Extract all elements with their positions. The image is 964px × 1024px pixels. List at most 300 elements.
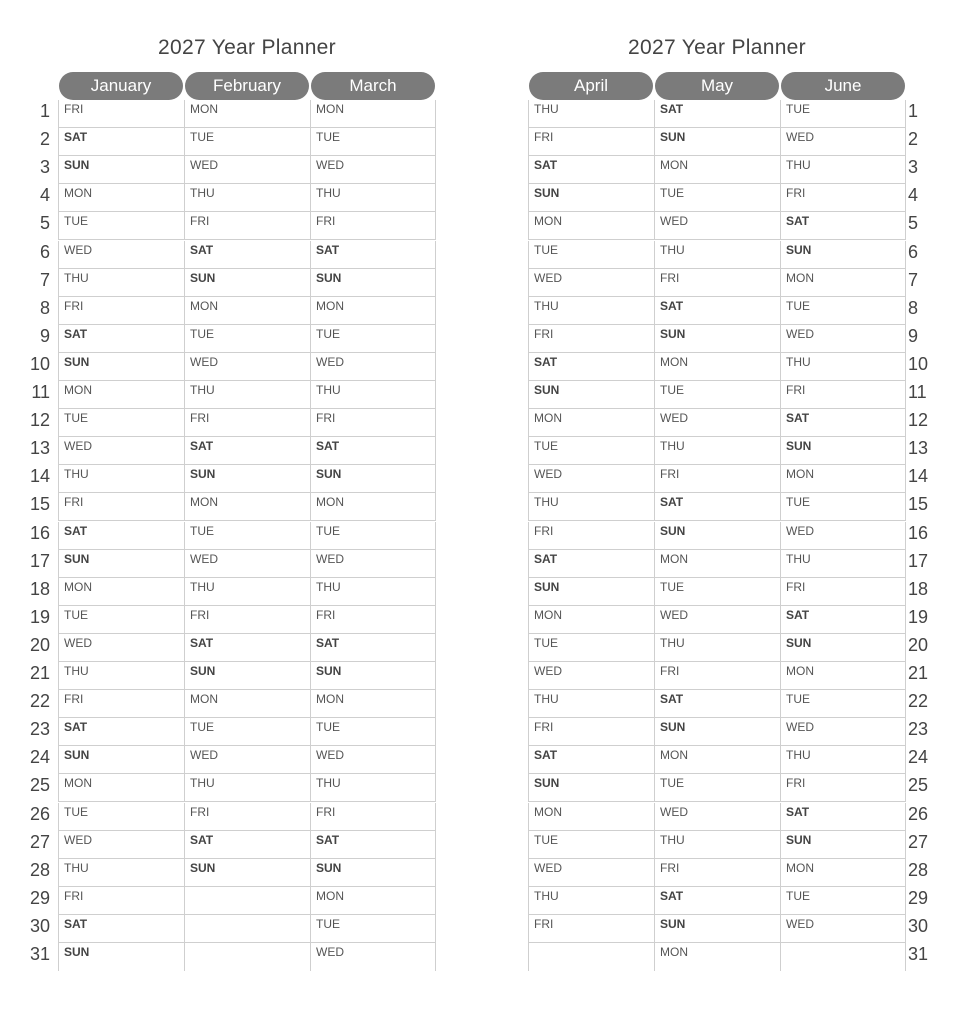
day-number: 8 — [908, 297, 919, 318]
day-cell: FRI — [654, 465, 780, 493]
day-row — [528, 381, 906, 409]
day-cell: TUE — [528, 634, 654, 662]
day-cell: WED — [58, 241, 184, 269]
day-cell: SAT — [58, 325, 184, 353]
day-row — [58, 859, 436, 887]
day-cell: WED — [780, 915, 906, 943]
day-cell: FRI — [528, 915, 654, 943]
day-cell: FRI — [654, 269, 780, 297]
day-cell: SAT — [310, 241, 436, 269]
day-cell: THU — [780, 156, 906, 184]
day-cell: MON — [528, 606, 654, 634]
day-cell: SUN — [654, 325, 780, 353]
day-row — [58, 409, 436, 437]
day-cell: TUE — [780, 100, 906, 128]
day-cell: THU — [58, 465, 184, 493]
day-number: 19 — [908, 606, 929, 627]
day-row — [528, 774, 906, 802]
day-row — [528, 241, 906, 269]
day-number: 29 — [908, 887, 929, 908]
day-number: 30 — [908, 915, 929, 936]
day-number: 23 — [29, 719, 50, 740]
day-cell: TUE — [184, 522, 310, 550]
day-cell: MON — [310, 297, 436, 325]
day-row — [58, 690, 436, 718]
day-cell: SUN — [184, 269, 310, 297]
day-cell: MON — [780, 859, 906, 887]
day-cell: FRI — [780, 184, 906, 212]
day-number: 31 — [908, 944, 929, 964]
day-cell: SUN — [184, 662, 310, 690]
day-row — [528, 212, 906, 240]
day-number: 15 — [29, 494, 50, 515]
day-number: 30 — [29, 915, 50, 936]
day-number: 20 — [908, 634, 929, 655]
day-cell: SAT — [184, 437, 310, 465]
day-cell: FRI — [58, 493, 184, 521]
day-number: 11 — [908, 382, 927, 402]
month-pill: May — [655, 72, 779, 100]
day-row — [528, 522, 906, 550]
day-number: 21 — [29, 663, 50, 683]
day-cell: SUN — [58, 550, 184, 578]
day-cell: SUN — [654, 915, 780, 943]
month-pill: January — [59, 72, 183, 100]
day-cell: FRI — [780, 381, 906, 409]
day-cell: MON — [654, 353, 780, 381]
day-cell: THU — [184, 184, 310, 212]
day-cell: WED — [654, 212, 780, 240]
day-cell: FRI — [184, 409, 310, 437]
day-cell: FRI — [310, 212, 436, 240]
day-cell: MON — [654, 746, 780, 774]
day-cell: SAT — [184, 634, 310, 662]
day-number: 9 — [39, 325, 50, 346]
day-cell: TUE — [780, 887, 906, 915]
month-pill: April — [529, 72, 653, 100]
day-number: 9 — [908, 325, 919, 346]
day-cell: SUN — [184, 859, 310, 887]
day-cell: TUE — [528, 831, 654, 859]
day-cell: MON — [654, 550, 780, 578]
day-cell: WED — [310, 550, 436, 578]
day-cell: MON — [58, 774, 184, 802]
panel-title: 2027 Year Planner — [158, 36, 336, 59]
day-cell: MON — [654, 156, 780, 184]
day-number: 27 — [908, 831, 929, 852]
day-number: 13 — [908, 438, 929, 459]
month-pill: June — [781, 72, 905, 100]
day-cell: SUN — [528, 774, 654, 802]
day-cell: WED — [58, 831, 184, 859]
day-row — [528, 128, 906, 156]
day-row — [58, 465, 436, 493]
day-cell: TUE — [310, 128, 436, 156]
day-cell: WED — [528, 859, 654, 887]
day-cell: SAT — [184, 241, 310, 269]
day-number: 5 — [908, 213, 919, 234]
day-cell: SAT — [654, 690, 780, 718]
day-cell: THU — [780, 353, 906, 381]
day-cell: MON — [184, 100, 310, 128]
day-number: 12 — [29, 410, 50, 431]
day-row — [58, 184, 436, 212]
day-number: 14 — [29, 466, 50, 487]
day-cell: WED — [184, 746, 310, 774]
day-cell: THU — [310, 578, 436, 606]
day-cell: WED — [310, 156, 436, 184]
day-row — [528, 803, 906, 831]
day-number: 2 — [39, 129, 50, 150]
day-cell: FRI — [310, 803, 436, 831]
day-row — [58, 437, 436, 465]
day-cell: FRI — [528, 718, 654, 746]
day-cell: THU — [184, 578, 310, 606]
day-cell: THU — [528, 100, 654, 128]
day-cell: FRI — [310, 409, 436, 437]
day-number: 27 — [29, 831, 50, 852]
day-number: 16 — [908, 522, 929, 543]
day-row — [528, 269, 906, 297]
day-cell: SAT — [780, 212, 906, 240]
day-cell: SUN — [58, 746, 184, 774]
day-cell: SUN — [654, 718, 780, 746]
day-cell: SUN — [58, 353, 184, 381]
day-number: 1 — [908, 101, 919, 121]
day-cell: TUE — [654, 578, 780, 606]
day-cell: TUE — [654, 381, 780, 409]
day-cell: SAT — [184, 831, 310, 859]
day-row — [58, 493, 436, 521]
day-number: 18 — [908, 578, 929, 599]
day-cell: THU — [58, 269, 184, 297]
day-cell: WED — [528, 662, 654, 690]
day-number: 12 — [908, 410, 929, 431]
day-row — [528, 409, 906, 437]
day-cell: MON — [58, 184, 184, 212]
day-number: 15 — [908, 494, 929, 515]
day-cell: SUN — [310, 859, 436, 887]
day-number: 8 — [39, 297, 50, 318]
day-cell: SAT — [58, 522, 184, 550]
day-row — [58, 297, 436, 325]
day-cell: WED — [654, 409, 780, 437]
month-pill: March — [311, 72, 435, 100]
day-cell: WED — [184, 156, 310, 184]
day-cell: FRI — [528, 128, 654, 156]
day-row — [528, 353, 906, 381]
day-row — [58, 943, 436, 971]
day-row — [58, 746, 436, 774]
day-cell: SAT — [780, 409, 906, 437]
day-row — [58, 718, 436, 746]
day-cell: THU — [654, 437, 780, 465]
day-row — [58, 325, 436, 353]
day-cell: MON — [654, 943, 780, 971]
day-cell: SUN — [528, 578, 654, 606]
day-cell: MON — [528, 409, 654, 437]
day-cell: FRI — [184, 606, 310, 634]
day-cell: WED — [310, 943, 436, 971]
day-row — [58, 774, 436, 802]
day-cell: WED — [780, 522, 906, 550]
day-row — [58, 381, 436, 409]
day-cell: SAT — [528, 156, 654, 184]
day-cell: FRI — [528, 325, 654, 353]
day-row — [58, 353, 436, 381]
day-cell: MON — [184, 493, 310, 521]
day-cell: SAT — [528, 550, 654, 578]
day-number: 25 — [29, 775, 50, 796]
day-cell — [528, 943, 654, 971]
day-row — [528, 859, 906, 887]
day-number: 23 — [908, 719, 929, 740]
day-cell: THU — [58, 662, 184, 690]
day-number: 29 — [29, 887, 50, 908]
day-number: 25 — [908, 775, 929, 796]
day-row — [528, 606, 906, 634]
day-cell: TUE — [528, 437, 654, 465]
day-cell: MON — [528, 212, 654, 240]
panel-title: 2027 Year Planner — [628, 36, 806, 59]
day-number: 11 — [31, 382, 50, 402]
day-cell: SUN — [780, 831, 906, 859]
day-row — [58, 915, 436, 943]
day-cell: SAT — [58, 128, 184, 156]
day-row — [528, 465, 906, 493]
day-cell: SUN — [780, 241, 906, 269]
day-cell: THU — [654, 634, 780, 662]
day-number: 7 — [908, 269, 919, 290]
day-cell: SAT — [58, 915, 184, 943]
day-cell: TUE — [780, 297, 906, 325]
day-cell: THU — [528, 297, 654, 325]
day-cell: WED — [654, 606, 780, 634]
day-number: 1 — [39, 101, 50, 121]
day-number: 14 — [908, 466, 929, 487]
day-row — [58, 887, 436, 915]
day-cell: MON — [528, 803, 654, 831]
day-cell: MON — [310, 690, 436, 718]
day-row — [528, 550, 906, 578]
day-cell: THU — [780, 550, 906, 578]
day-row — [528, 831, 906, 859]
day-row — [58, 156, 436, 184]
day-cell: WED — [310, 353, 436, 381]
day-cell: TUE — [310, 915, 436, 943]
day-cell: SAT — [654, 297, 780, 325]
day-row — [528, 578, 906, 606]
day-row — [58, 662, 436, 690]
day-cell: TUE — [58, 409, 184, 437]
day-cell: FRI — [184, 803, 310, 831]
day-cell: MON — [184, 690, 310, 718]
day-number: 7 — [39, 269, 50, 290]
day-cell: MON — [310, 100, 436, 128]
day-row — [58, 578, 436, 606]
day-row — [528, 493, 906, 521]
day-cell: SAT — [310, 831, 436, 859]
day-cell — [780, 943, 906, 971]
day-row — [528, 887, 906, 915]
day-row — [528, 746, 906, 774]
day-cell: WED — [184, 550, 310, 578]
day-cell: WED — [58, 634, 184, 662]
day-cell: SUN — [654, 128, 780, 156]
day-cell: TUE — [58, 803, 184, 831]
day-row — [528, 634, 906, 662]
day-number: 3 — [39, 157, 50, 178]
day-cell: FRI — [780, 774, 906, 802]
day-cell: FRI — [184, 212, 310, 240]
day-number: 18 — [29, 578, 50, 599]
day-cell: SAT — [310, 634, 436, 662]
day-cell: SUN — [310, 662, 436, 690]
day-cell: SUN — [780, 437, 906, 465]
day-row — [528, 297, 906, 325]
day-cell: SUN — [780, 634, 906, 662]
day-number: 5 — [39, 213, 50, 234]
day-cell: TUE — [654, 184, 780, 212]
day-number: 24 — [908, 747, 929, 768]
day-cell: MON — [58, 381, 184, 409]
day-row — [58, 606, 436, 634]
month-header-row — [529, 72, 905, 100]
day-cell: FRI — [654, 662, 780, 690]
day-cell: FRI — [58, 100, 184, 128]
day-cell: SUN — [310, 269, 436, 297]
day-cell: FRI — [780, 578, 906, 606]
day-row — [528, 718, 906, 746]
day-cell — [184, 915, 310, 943]
day-cell: SAT — [528, 746, 654, 774]
day-row — [528, 437, 906, 465]
day-number: 4 — [908, 185, 919, 206]
day-cell: TUE — [654, 774, 780, 802]
day-row — [58, 128, 436, 156]
day-cell: FRI — [654, 859, 780, 887]
day-number: 19 — [29, 606, 50, 627]
day-row — [58, 634, 436, 662]
day-cell: THU — [528, 690, 654, 718]
day-cell: SUN — [184, 465, 310, 493]
day-cell: THU — [310, 774, 436, 802]
day-cell: MON — [58, 578, 184, 606]
day-cell: SAT — [654, 887, 780, 915]
day-cell: THU — [184, 774, 310, 802]
day-row — [528, 943, 906, 971]
day-cell: MON — [780, 465, 906, 493]
day-row — [528, 662, 906, 690]
day-number: 28 — [908, 859, 929, 880]
day-cell: SUN — [528, 381, 654, 409]
day-row — [58, 212, 436, 240]
day-cell: TUE — [184, 128, 310, 156]
day-row — [528, 156, 906, 184]
day-cell: SAT — [654, 493, 780, 521]
day-cell: THU — [184, 381, 310, 409]
day-number: 17 — [29, 550, 50, 571]
day-cell: FRI — [58, 887, 184, 915]
day-cell: SAT — [58, 718, 184, 746]
day-cell: MON — [780, 269, 906, 297]
day-number: 26 — [908, 803, 929, 824]
day-number: 28 — [29, 859, 50, 880]
day-cell: SUN — [310, 465, 436, 493]
day-number: 10 — [908, 353, 929, 374]
day-row — [528, 915, 906, 943]
day-cell: WED — [654, 803, 780, 831]
day-number: 22 — [29, 691, 50, 712]
day-number: 6 — [908, 241, 919, 262]
day-row — [58, 100, 436, 128]
day-row — [528, 184, 906, 212]
day-row — [58, 522, 436, 550]
day-row — [528, 690, 906, 718]
day-number: 31 — [29, 944, 50, 964]
day-cell: FRI — [528, 522, 654, 550]
day-cell: SAT — [310, 437, 436, 465]
day-number: 6 — [39, 241, 50, 262]
day-cell: THU — [310, 381, 436, 409]
day-cell: THU — [654, 241, 780, 269]
day-cell: WED — [528, 465, 654, 493]
day-cell: TUE — [780, 493, 906, 521]
day-cell: MON — [310, 887, 436, 915]
day-number: 4 — [39, 185, 50, 206]
day-cell: FRI — [58, 297, 184, 325]
day-cell: TUE — [58, 606, 184, 634]
day-number: 26 — [29, 803, 50, 824]
day-cell: TUE — [184, 325, 310, 353]
day-number: 20 — [29, 634, 50, 655]
day-cell: THU — [528, 887, 654, 915]
day-cell: SUN — [654, 522, 780, 550]
month-header-row — [59, 72, 435, 100]
day-row — [58, 241, 436, 269]
day-row — [58, 550, 436, 578]
day-cell: THU — [310, 184, 436, 212]
day-cell: TUE — [184, 718, 310, 746]
day-cell: TUE — [310, 522, 436, 550]
day-cell — [184, 943, 310, 971]
day-cell: SAT — [654, 100, 780, 128]
day-cell: THU — [528, 493, 654, 521]
day-cell: WED — [528, 269, 654, 297]
day-cell: TUE — [528, 241, 654, 269]
day-cell: WED — [184, 353, 310, 381]
day-number: 13 — [29, 438, 50, 459]
day-cell: WED — [780, 325, 906, 353]
month-pill: February — [185, 72, 309, 100]
day-row — [58, 803, 436, 831]
day-number: 16 — [29, 522, 50, 543]
day-cell: MON — [780, 662, 906, 690]
day-cell: SAT — [780, 606, 906, 634]
day-cell: WED — [58, 437, 184, 465]
day-number: 22 — [908, 691, 929, 712]
day-cell: SUN — [528, 184, 654, 212]
day-cell: THU — [654, 831, 780, 859]
day-cell: TUE — [780, 690, 906, 718]
day-cell: THU — [58, 859, 184, 887]
day-cell: WED — [310, 746, 436, 774]
day-cell: MON — [184, 297, 310, 325]
day-cell: SAT — [780, 803, 906, 831]
day-cell: TUE — [310, 325, 436, 353]
day-number: 2 — [908, 129, 919, 150]
day-number: 10 — [29, 353, 50, 374]
